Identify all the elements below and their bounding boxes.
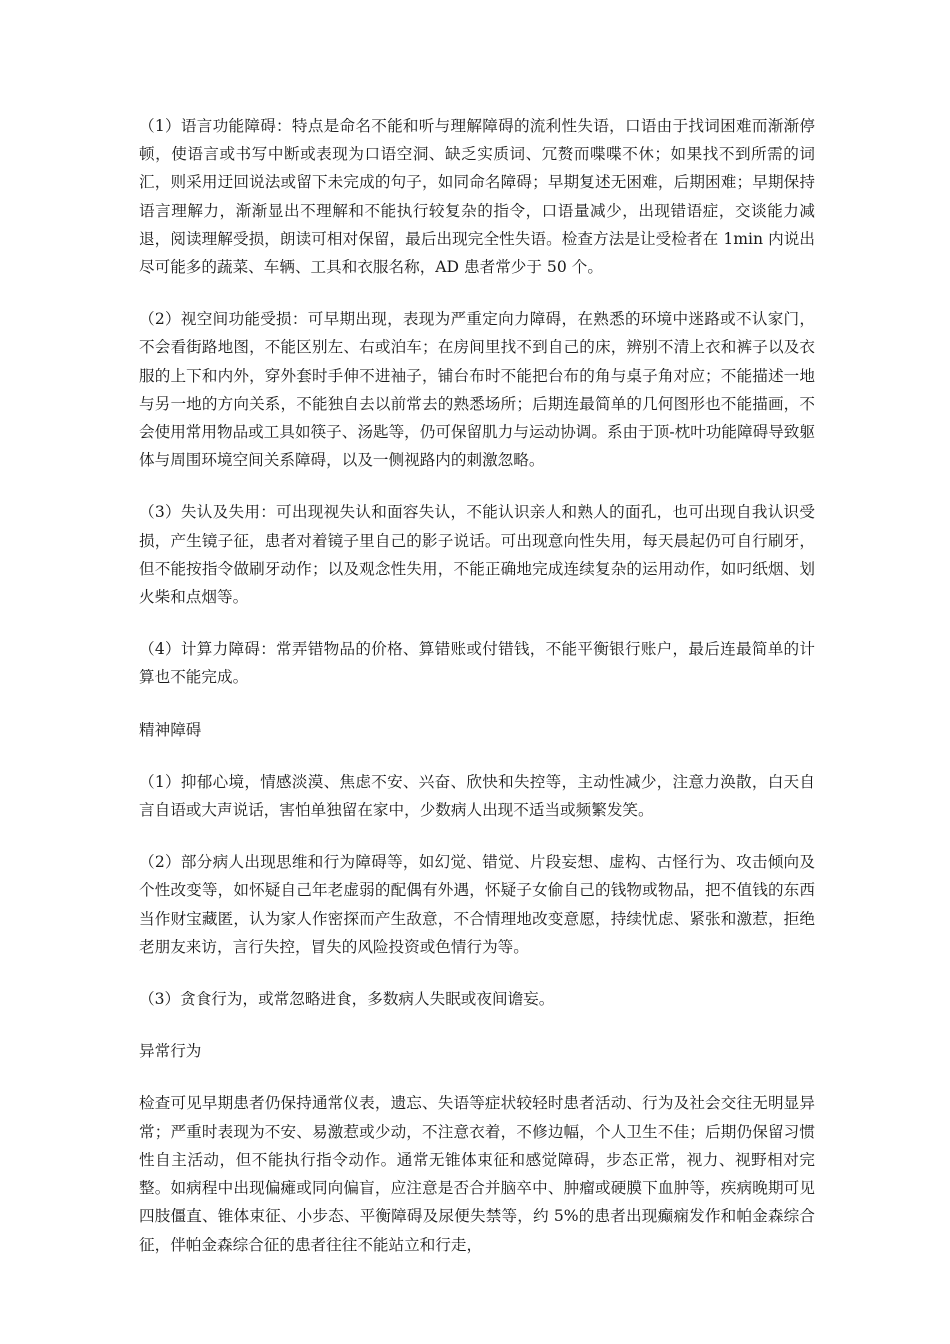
paragraph-thought-behavior-disorder: （2）部分病人出现思维和行为障碍等，如幻觉、错觉、片段妄想、虚构、古怪行为、攻击倾向及个性改变等，如怀疑自己年老虚弱的配偶有外遇，怀疑子女偷自己的钱物或物品，把不值钱的东西当作财宝藏匿，认为家人作密探而产生敌意，不合情理地改变意愿，持续忧虑、紧张和激惹，拒绝老朋友来访，言行失控，冒失的风险投资或色情行为等。 xyxy=(139,853,815,956)
paragraph-agnosia-apraxia: （3）失认及失用：可出现视失认和面容失认，不能认识亲人和熟人的面孔，也可出现自我认识受损，产生镜子征，患者对着镜子里自己的影子说话。可出现意向性失用，每天晨起仍可自行刷牙，但不能按指令做刷牙动作；以及观念性失用，不能正确地完成连续复杂的运用动作，如叼纸烟、划火柴和点烟等。 xyxy=(139,503,815,607)
paragraph-calculation-impairment: （4）计算力障碍：常弄错物品的价格、算错账或付错钱，不能平衡银行账户，最后连最简单的计算也不能完成。 xyxy=(139,640,815,687)
section-heading-abnormal-behavior: 异常行为 xyxy=(139,1042,202,1061)
paragraph-visuospatial-impairment: （2）视空间功能受损：可早期出现，表现为严重定向力障碍，在熟悉的环境中迷路或不认家门，不会看街路地图，不能区别左、右或泊车；在房间里找不到自己的床，辨别不清上衣和裤子以及衣服的上下和内外，穿外套时手伸不进袖子，铺台布时不能把台布的角与桌子角对应；不能描述一地与另一地的方向关系，不能独自去以前常去的熟悉场所；后期连最简单的几何图形也不能描画，不会使用常用物品或工具如筷子、汤匙等，仍可保留肌力与运动协调。系由于顶-枕叶功能障碍导致躯体与周围环境空间关系障碍，以及一侧视路内的刺激忽略。 xyxy=(139,310,815,470)
section-heading-mental-disorder: 精神障碍 xyxy=(139,720,202,739)
paragraph-examination-findings: 检查可见早期患者仍保持通常仪表，遗忘、失语等症状较轻时患者活动、行为及社会交往无明显异常；严重时表现为不安、易激惹或少动，不注意衣着，不修边幅，个人卫生不佳；后期仍保留习惯性自主活动，但不能执行指令动作。通常无锥体束征和感觉障碍，步态正常，视力、视野相对完整。如病程中出现偏瘫或同向偏盲，应注意是否合并脑卒中、肿瘤或硬膜下血肿等，疾病晚期可见四肢僵直、锥体束征、小步态、平衡障碍及尿便失禁等，约 5%的患者出现癫痫发作和帕金森综合征，伴帕金森综合征的患者往往不能站立和行走， xyxy=(139,1094,815,1254)
paragraph-depressed-mood: （1）抑郁心境，情感淡漠、焦虑不安、兴奋、欣快和失控等，主动性减少，注意力涣散，白天自言自语或大声说话，害怕单独留在家中，少数病人出现不适当或频繁发笑。 xyxy=(139,772,815,820)
paragraph-eating-behavior: （3）贪食行为，或常忽略进食，多数病人失眠或夜间谵妄。 xyxy=(139,990,555,1009)
document-body xyxy=(139,112,815,1283)
paragraph-language-impairment: （1）语言功能障碍：特点是命名不能和听与理解障碍的流利性失语，口语由于找词困难而渐渐停顿，使语言或书写中断或表现为口语空洞、缺乏实质词、冗赘而喋喋不休；如果找不到所需的词汇，则采用迂回说法或留下未完成的句子，如同命名障碍；早期复述无困难，后期困难；早期保持语言理解力，渐渐显出不理解和不能执行较复杂的指令，口语量减少，出现错语症，交谈能力减退，阅读理解受损，朗读可相对保留，最后出现完全性失语。检查方法是让受检者在 1min 内说出尽可能多的蔬菜、车辆、工具和衣服名称，AD 患者常少于 50 个。 xyxy=(139,117,815,277)
